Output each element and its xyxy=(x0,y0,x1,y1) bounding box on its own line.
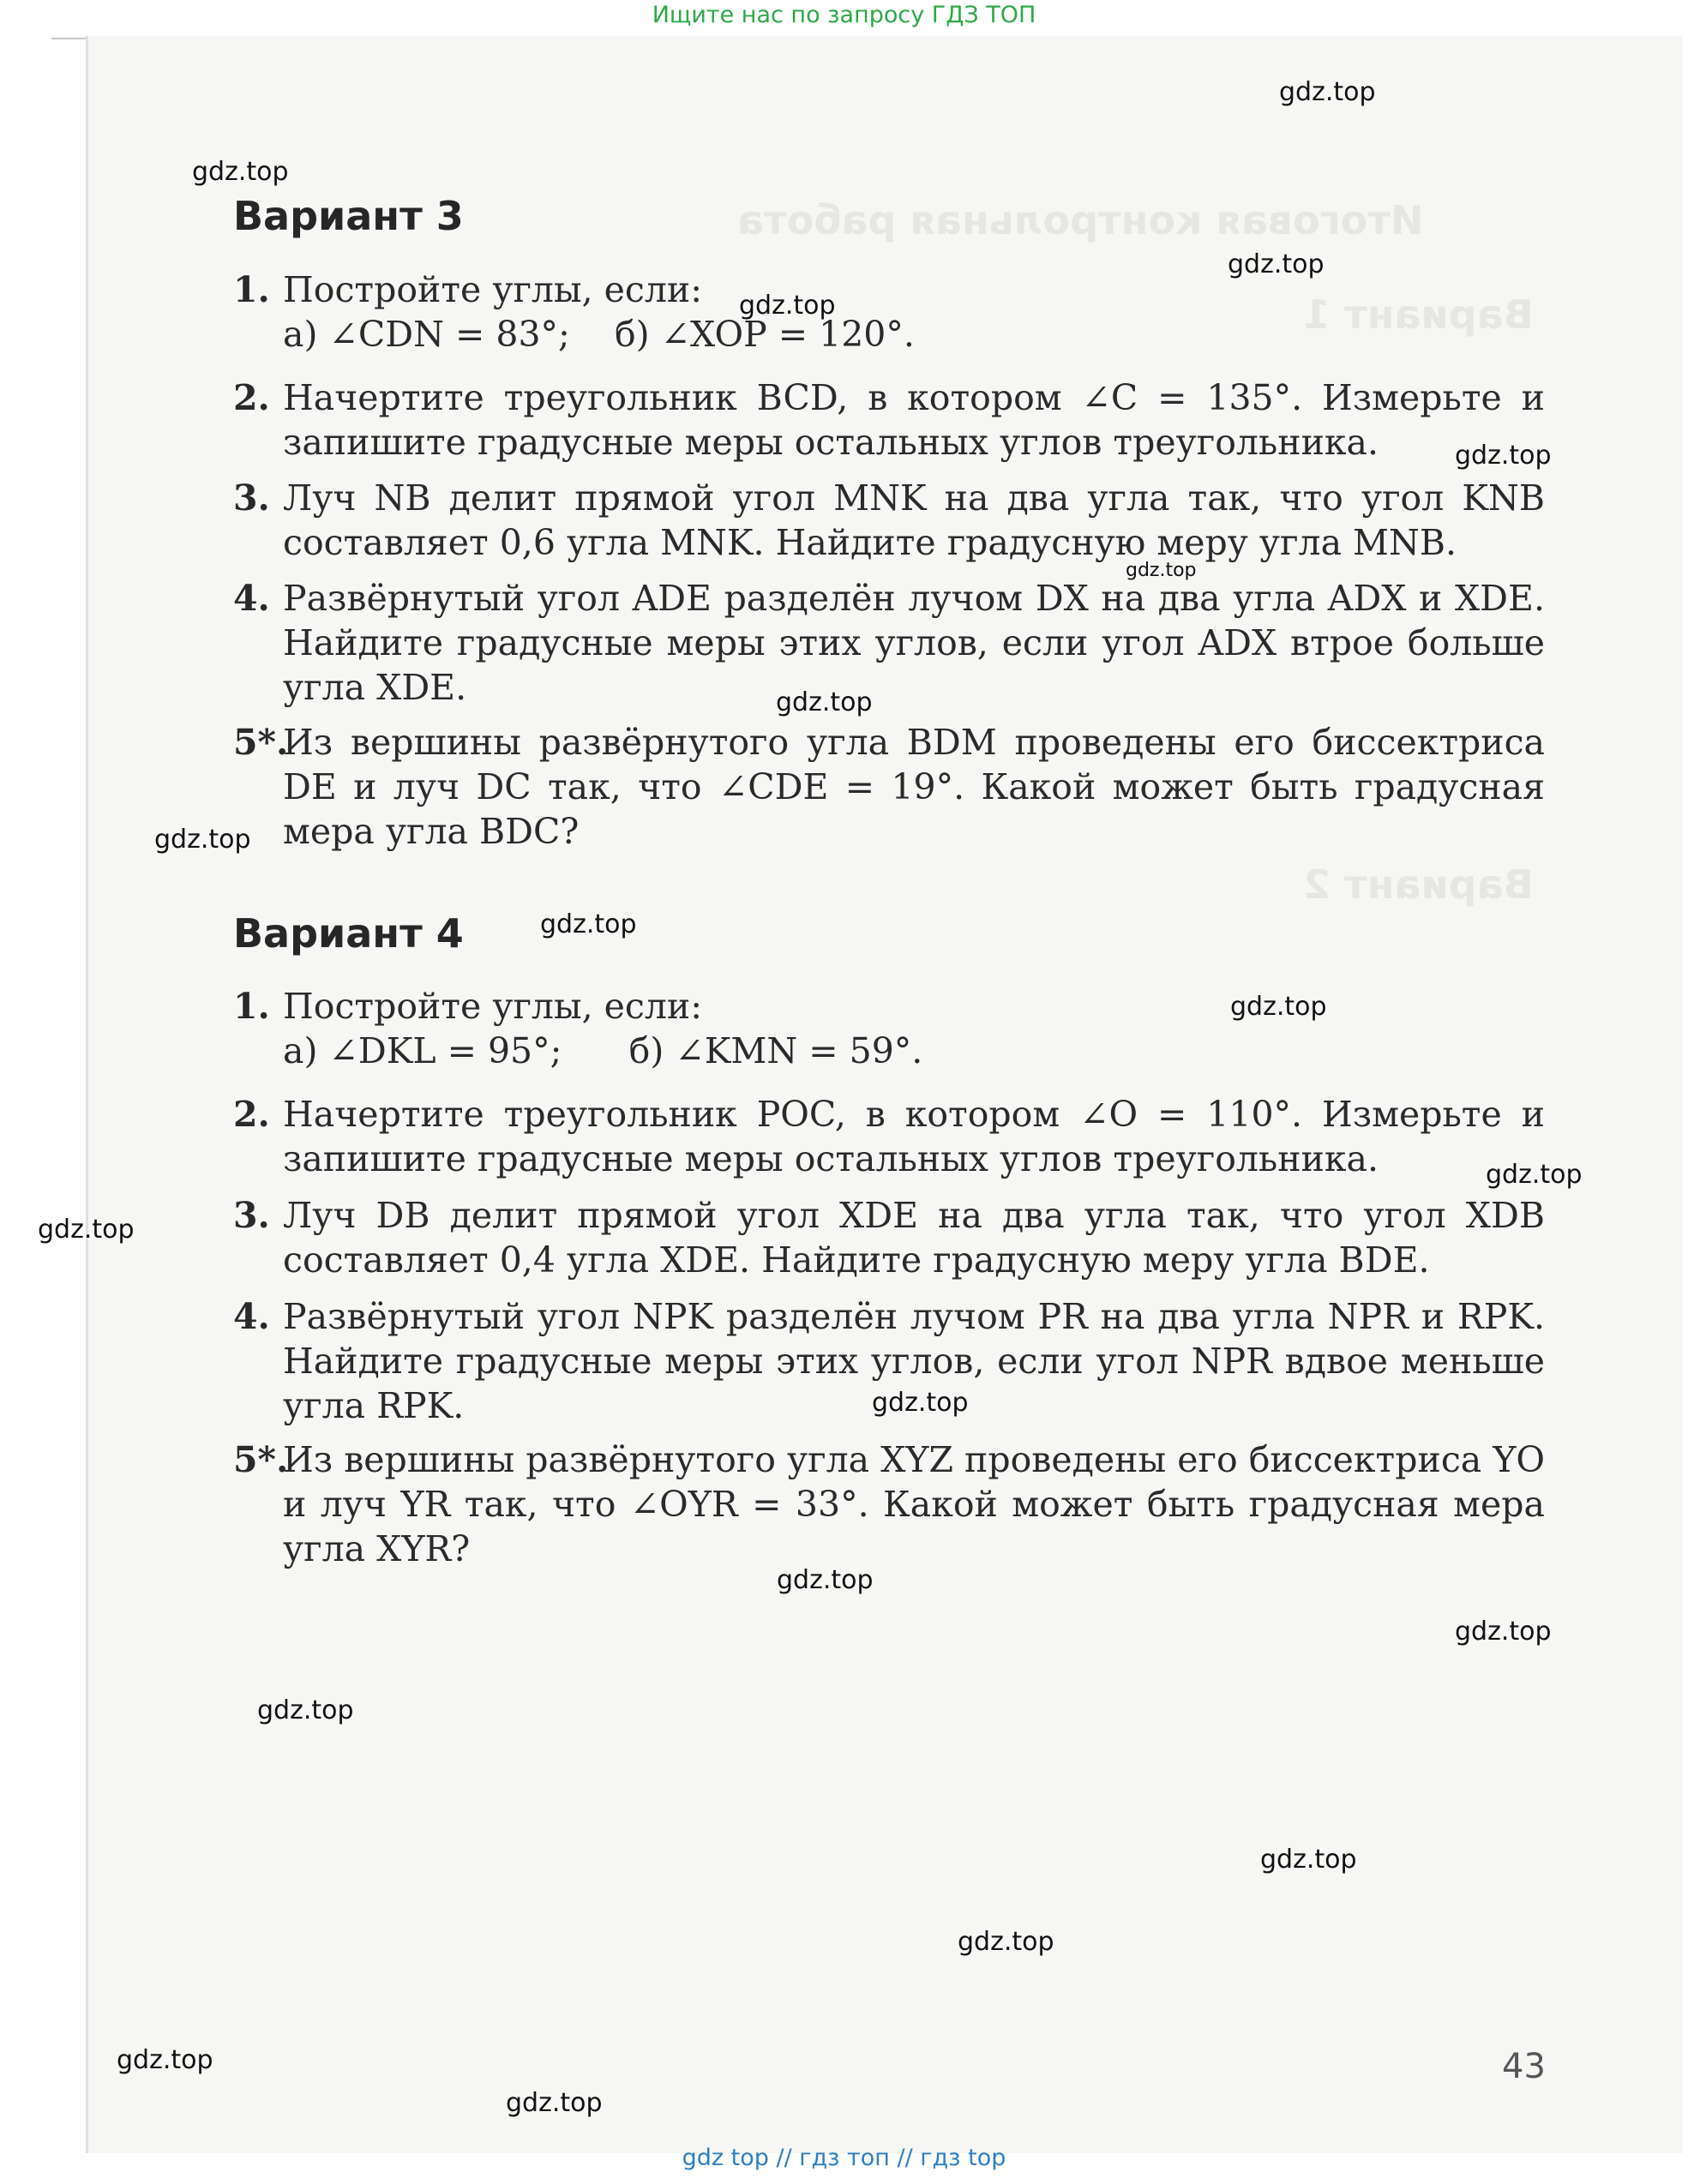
task-text: Луч NB делит прямой угол MNK на два угла так, что угол KNB составляет 0,6 угла MNK. Найдите градусную меру угла MNB. xyxy=(283,477,1545,563)
watermark: gdz.top xyxy=(1126,560,1197,581)
watermark: gdz.top xyxy=(1230,992,1327,1022)
v3-task-2 xyxy=(233,375,1545,465)
v3-task-1 xyxy=(233,267,1545,357)
v3-task-3 xyxy=(233,476,1545,565)
watermark: gdz.top xyxy=(958,1927,1054,1957)
v4-task-1 xyxy=(233,984,1545,1073)
task-text: Из вершины развёрнутого угла BDM проведены его биссектриса DE и луч DC так, что ∠CDE = 19°. Какой может быть градусная мера угла BDC? xyxy=(283,722,1545,852)
page-number: 43 xyxy=(1502,2047,1546,2086)
v3-task-5 xyxy=(233,720,1545,854)
task-number: 2. xyxy=(233,377,270,418)
bleed-title: Итоговая контрольная работа xyxy=(737,197,1424,243)
watermark: gdz.top xyxy=(1228,249,1325,279)
top-banner[interactable]: Ищите нас по запросу ГДЗ ТОП xyxy=(652,2,1036,28)
task-number: 4. xyxy=(233,578,270,619)
task-text: Начертите треугольник BCD, в котором ∠C = 135°. Измерьте и запишите градусные меры остальных углов треугольника. xyxy=(283,377,1545,463)
task-text: Развёрнутый угол NPK разделён лучом PR на два угла NPR и RPK. Найдите градусные меры этих углов, если угол NPR вдвое меньше угла RPK. xyxy=(283,1296,1545,1426)
watermark: gdz.top xyxy=(154,825,251,855)
task-number: 3. xyxy=(233,1195,270,1236)
bottom-banner[interactable]: gdz top // гдз топ // гдз top xyxy=(682,2145,1006,2171)
v4-task-5 xyxy=(233,1437,1545,1571)
task-text: Постройте углы, если: xyxy=(283,269,703,310)
watermark: gdz.top xyxy=(257,1695,354,1725)
task-number: 4. xyxy=(233,1296,270,1337)
task-number: 1. xyxy=(233,269,270,310)
watermark: gdz.top xyxy=(1279,77,1376,107)
task-number: 5*. xyxy=(233,1439,289,1480)
task-number: 3. xyxy=(233,477,270,519)
watermark: gdz.top xyxy=(117,2045,213,2075)
watermark: gdz.top xyxy=(1260,1845,1357,1875)
task-subitems: а) ∠DKL = 95°; б) ∠KMN = 59°. xyxy=(283,1030,923,1071)
task-text: Развёрнутый угол ADE разделён лучом DX на два угла ADX и XDE. Найдите градусные меры этих углов, если угол ADX втрое больше угла XDE. xyxy=(283,578,1545,708)
bleed-variant2: Вариант 2 xyxy=(1303,861,1534,908)
watermark: gdz.top xyxy=(739,291,836,321)
watermark: gdz.top xyxy=(1486,1160,1583,1190)
watermark: gdz.top xyxy=(872,1388,969,1418)
watermark: gdz.top xyxy=(1455,1617,1552,1647)
watermark: gdz.top xyxy=(1455,441,1552,471)
v4-task-3 xyxy=(233,1193,1545,1282)
task-text: Луч DB делит прямой угол XDE на два угла так, что угол XDB составляет 0,4 угла XDE. Найдите градусную меру угла BDE. xyxy=(283,1195,1545,1281)
variant-3-heading: Вариант 3 xyxy=(233,193,464,239)
variant-4-heading: Вариант 4 xyxy=(233,910,464,957)
task-number: 5*. xyxy=(233,722,289,763)
watermark: gdz.top xyxy=(38,1215,135,1245)
task-number: 2. xyxy=(233,1094,270,1135)
watermark: gdz.top xyxy=(192,157,289,187)
watermark: gdz.top xyxy=(540,909,637,939)
watermark: gdz.top xyxy=(777,1565,874,1595)
task-text: Постройте углы, если: xyxy=(283,986,703,1027)
task-subitems: а) ∠CDN = 83°; б) ∠XOP = 120°. xyxy=(283,314,915,355)
bleed-variant1: Вариант 1 xyxy=(1303,291,1534,338)
v4-task-2 xyxy=(233,1092,1545,1181)
task-text: Начертите треугольник POC, в котором ∠O = 110°. Измерьте и запишите градусные меры остальных углов треугольника. xyxy=(283,1094,1545,1179)
task-number: 1. xyxy=(233,986,270,1027)
watermark: gdz.top xyxy=(776,687,873,717)
task-text: Из вершины развёрнутого угла XYZ проведены его биссектриса YO и луч YR так, что ∠OYR = 33°. Какой может быть градусная мера угла XYR? xyxy=(283,1439,1545,1569)
v3-task-4 xyxy=(233,576,1545,710)
watermark: gdz.top xyxy=(506,2088,603,2118)
